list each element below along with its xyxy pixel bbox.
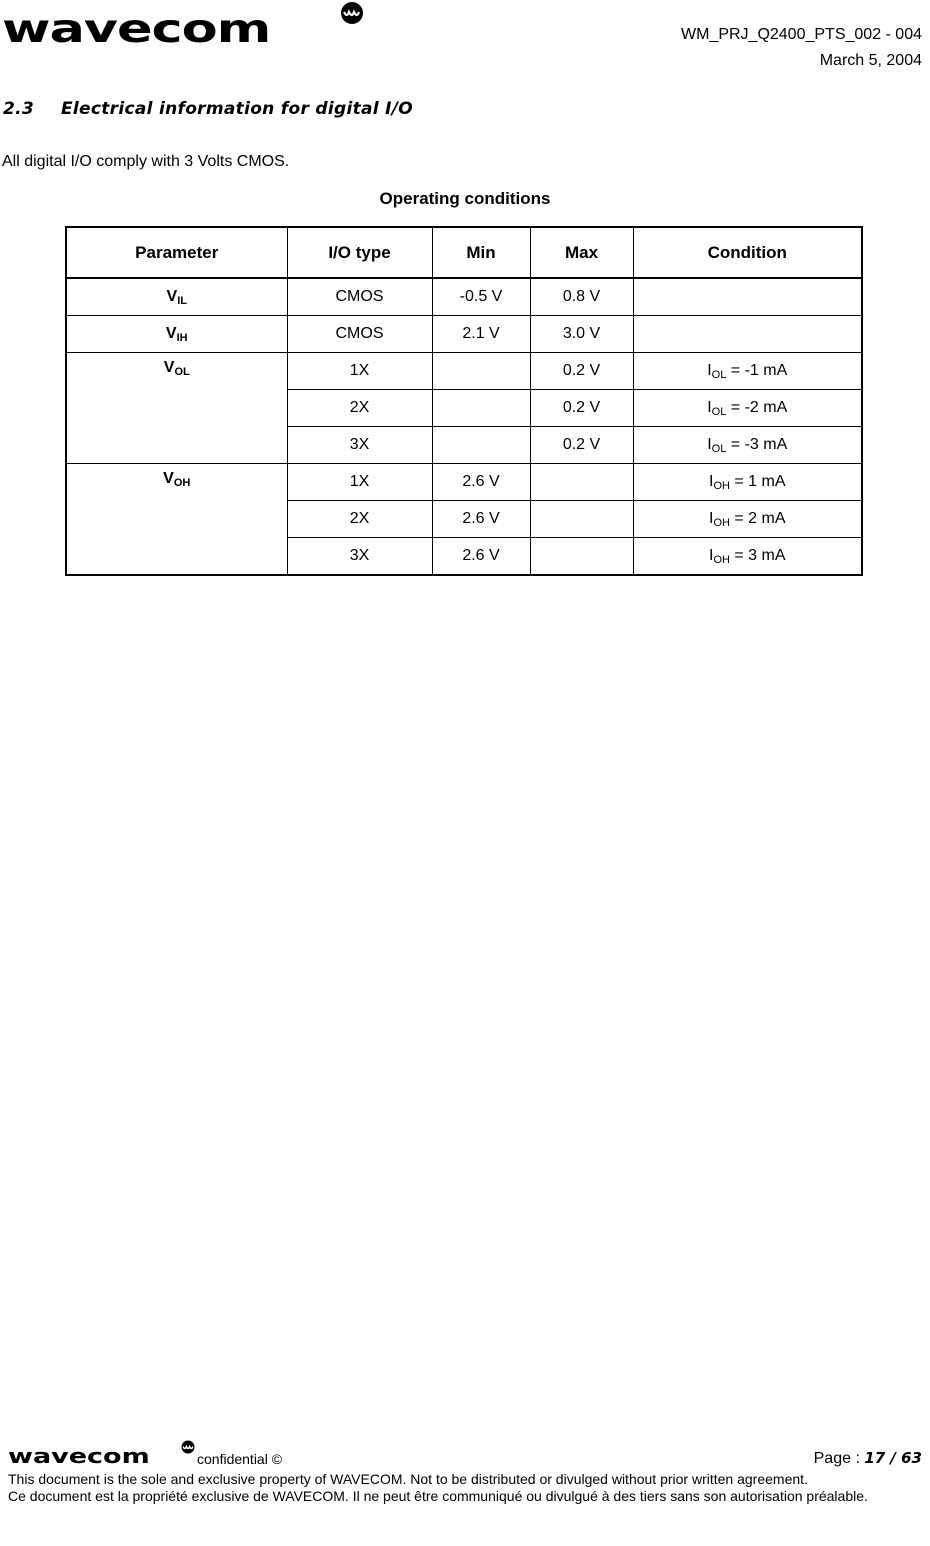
condition-cell: $I_{OH} = 2$ mA [633,501,862,538]
document-reference: WM_PRJ_Q2400_PTS_002 - 004 [680,26,922,43]
min-cell [432,353,530,390]
min-cell: 2.6 V [432,464,530,501]
max-cell [530,501,633,538]
notice-english: This document is the sole and exclusive property of WAVECOM. Not to be distributed or divulged without prior written agreement. [8,1471,808,1487]
parameter-cell: $V_{OL}$ [66,353,287,464]
io-type-cell: 1X [287,464,432,501]
max-cell [530,538,633,576]
confidential-label: confidential © [197,1451,283,1467]
max-cell [530,464,633,501]
footer-notice [8,1471,923,1505]
section-heading [3,99,413,119]
svg-text:wavecom: wavecom [2,5,271,50]
max-cell: 0.2 V [530,353,633,390]
condition-cell [633,278,862,316]
io-type-cell: 3X [287,427,432,464]
table-caption: Operating conditions [379,189,551,208]
column-header: Parameter [66,227,287,278]
table-header-row [66,227,862,278]
condition-cell: $I_{OL} = -2$ mA [633,390,862,427]
page-number: 17 / 63 [864,1449,922,1467]
condition-cell: $I_{OL} = -1$ mA [633,353,862,390]
condition-cell [633,316,862,353]
table-row [66,278,862,316]
min-cell: 2.6 V [432,501,530,538]
min-cell: 2.1 V [432,316,530,353]
io-type-cell: 3X [287,538,432,576]
parameter-cell: $V_{OH}$ [66,464,287,576]
io-type-cell: 2X [287,390,432,427]
min-cell [432,427,530,464]
column-header: I/O type [287,227,432,278]
parameter-cell: $V_{IH}$ [66,316,287,353]
page-indicator [814,1449,922,1468]
max-cell: 0.2 V [530,390,633,427]
io-type-cell: CMOS [287,278,432,316]
svg-text:wavecom: wavecom [8,1444,150,1469]
section-number: 2.3 [3,99,35,119]
notice-french: Ce document est la propriété exclusive de WAVECOM. Il ne peut être communiqué ou divulgué à des tiers sans son autorisation préalable. [8,1488,868,1504]
parameter-cell: $V_{IL}$ [66,278,287,316]
min-cell: -0.5 V [432,278,530,316]
page-prefix: Page : [813,1450,865,1467]
condition-cell: $I_{OL} = -3$ mA [633,427,862,464]
wavecom-logo [2,0,372,50]
io-type-cell: 2X [287,501,432,538]
min-cell: 2.6 V [432,538,530,576]
table-row [66,316,862,353]
io-type-cell: 1X [287,353,432,390]
intro-paragraph: All digital I/O comply with 3 Volts CMOS. [2,153,290,170]
max-cell: 0.2 V [530,427,633,464]
column-header: Condition [633,227,862,278]
table-row [66,464,862,501]
condition-cell: $I_{OH} = 3$ mA [633,538,862,576]
max-cell: 3.0 V [530,316,633,353]
io-type-cell: CMOS [287,316,432,353]
column-header: Max [530,227,633,278]
min-cell [432,390,530,427]
column-header: Min [432,227,530,278]
wavecom-footer-logo [8,1440,198,1470]
condition-cell: $I_{OH} = 1$ mA [633,464,862,501]
document-date: March 5, 2004 [819,52,922,69]
table-row [66,353,862,390]
max-cell: 0.8 V [530,278,633,316]
section-title: Electrical information for digital I/O [61,99,414,119]
operating-conditions-table [65,226,863,576]
